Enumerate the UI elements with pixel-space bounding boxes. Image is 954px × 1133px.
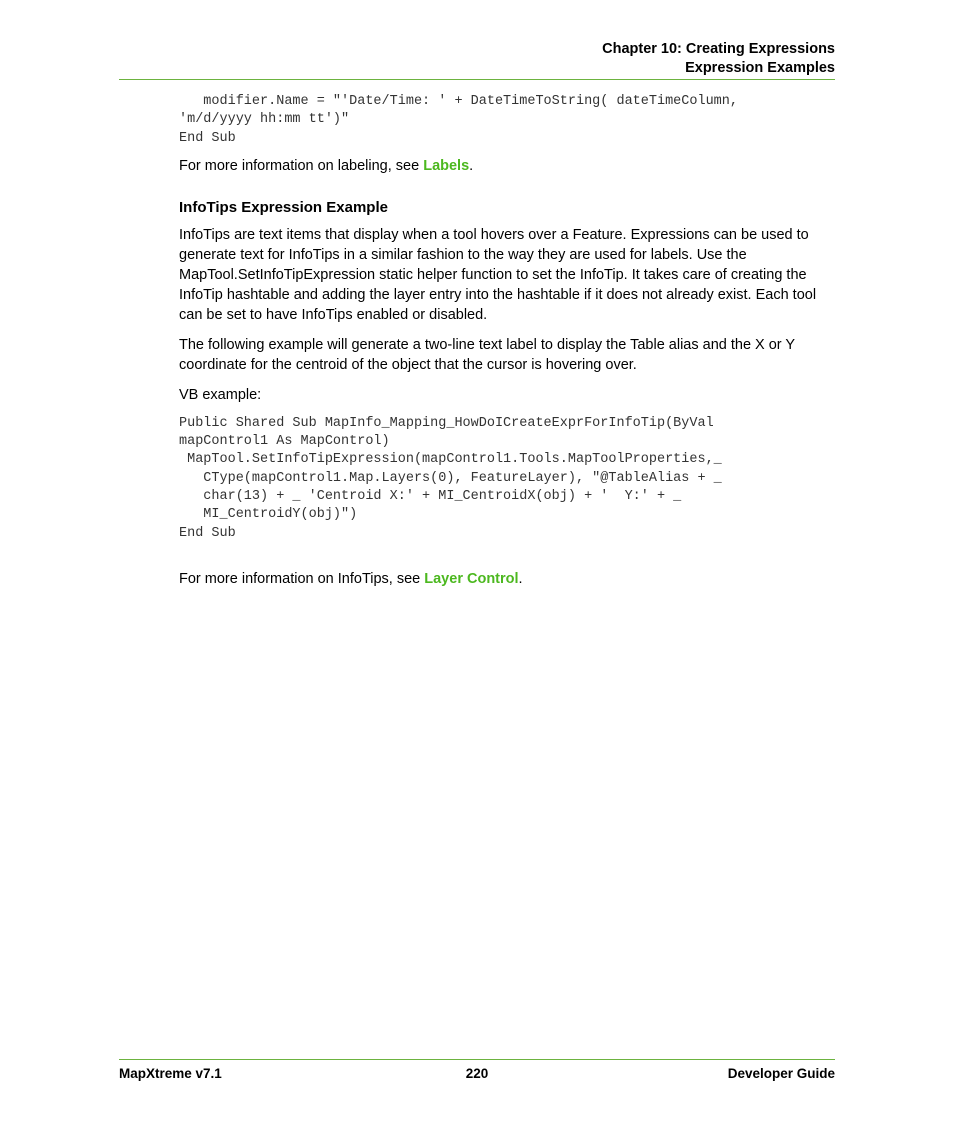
labels-ref-prefix: For more information on labeling, see	[179, 157, 424, 174]
section-heading: InfoTips Expression Example	[179, 198, 388, 216]
layer-ref-prefix: For more information on InfoTips, see	[179, 570, 425, 587]
layer-control-reference	[179, 569, 839, 589]
footer-rule	[119, 1059, 835, 1060]
code-line: modifier.Name = "'Date/Time: ' + DateTimeToString( dateTimeColumn,	[179, 94, 738, 109]
layer-ref-suffix: .	[518, 570, 523, 587]
code-block-infotip-example	[179, 415, 839, 543]
labels-link[interactable]: Labels	[423, 157, 470, 174]
page-header	[602, 40, 835, 78]
code-line: char(13) + _ 'Centroid X:' + MI_CentroidX(obj) + ' Y:' + _	[179, 489, 682, 505]
header-rule	[119, 79, 835, 80]
page-content	[179, 93, 839, 589]
labels-reference	[179, 156, 839, 176]
infotips-paragraph-1: InfoTips are text items that display when a tool hovers over a Feature. Expressions can be used to generate text for InfoTips in a similar fashion to the way they are used for labels. Use the MapTool.SetInfoTipExpression static helper function to set the InfoTip. It takes care of creating the InfoTip hashtable and adding the layer entry into the hashtable if it does not already exist. Each tool can be set to have InfoTips enabled or disabled.	[179, 226, 817, 323]
code-line: MapTool.SetInfoTipExpression(mapControl1.Tools.MapToolProperties,_	[179, 452, 722, 468]
code-line: End Sub	[179, 130, 236, 146]
footer-page-number: 220	[465, 1066, 489, 1081]
code-line: CType(mapControl1.Map.Layers(0), FeatureLayer), "@TableAlias + _	[179, 470, 722, 486]
section-title: Expression Examples	[685, 60, 835, 76]
code-line: MI_CentroidY(obj)")	[179, 507, 358, 523]
layer-control-link[interactable]: Layer Control	[424, 570, 519, 587]
code-block-label-example	[179, 93, 839, 148]
code-line: 'm/d/yyyy hh:mm tt')"	[179, 112, 350, 128]
footer-guide-title: Developer Guide	[727, 1066, 835, 1081]
vb-example-label: VB example:	[179, 386, 262, 403]
footer-product: MapXtreme v7.1	[119, 1066, 222, 1081]
code-line: End Sub	[179, 525, 236, 541]
infotips-paragraph-2: The following example will generate a two-line text label to display the Table alias and the X or Y coordinate for the centroid of the object that the cursor is hovering over.	[179, 336, 795, 373]
chapter-title: Chapter 10: Creating Expressions	[602, 41, 835, 57]
code-line: Public Shared Sub MapInfo_Mapping_HowDoICreateExprForInfoTip(ByVal	[179, 415, 714, 431]
labels-ref-suffix: .	[469, 157, 474, 174]
code-line: mapControl1 As MapControl)	[179, 434, 390, 450]
